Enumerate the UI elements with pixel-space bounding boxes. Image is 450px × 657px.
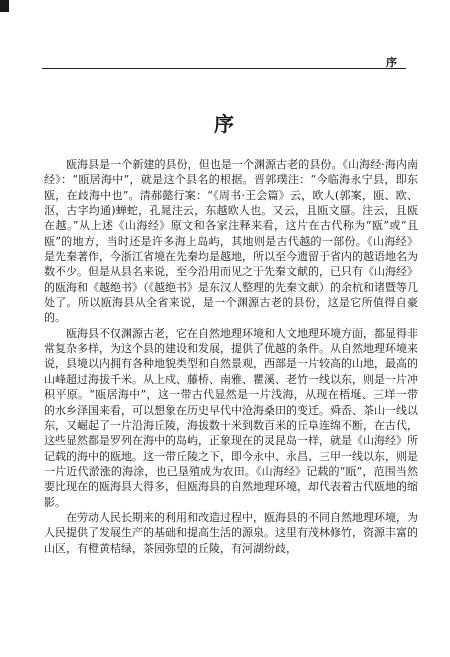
preface-title: 序 — [214, 112, 236, 136]
header-rule — [42, 68, 406, 69]
preface-body — [44, 157, 418, 556]
paragraph-1: 瓯海县是一个新建的县份，但也是一个渊源古老的县份。《山海经·海内南经》：“瓯居海中”，就是这个县名的根据。晋郭璞注：“今临海永宁县，即东瓯，在歧海中也”。清郝懿行案：“《周书·王会篇》云，欧人(郭案，瓯、欧、沤，古字均通)蝉蛇，孔晁注云，东越欧人也。又云，且瓯文蜃。注云，且瓯在越。”从上述《山海经》原文和各家注释来看，这片在古代称为“瓯”或“且瓯”的地方，当时还是许多海上岛屿，其地则是古代越的一部份。《山海经》是先秦著作，今浙江省境在先秦均是越地，所以至今遗留于省内的越语地名为数不少。但是从县名来说，至今沿用而见之于先秦文献的，已只有《山海经》的瓯海和《越绝书》（《越绝书》是东汉人整理的先秦文献）的余杭和诸暨等几处了。所以瓯海县从全省来说，是一个渊源古老的县份，这是它所值得自豪的。 — [44, 158, 418, 325]
paragraph-3: 在劳动人民长期来的利用和改造过程中，瓯海县的不同自然地理环境，为人民提供了发展生产的基础和提高生活的源泉。这里有茂林修竹，资源丰富的山区，有橙黄桔绿，茶园弥望的丘陵，有河湖纷歧， — [44, 510, 418, 555]
paragraph-2: 瓯海县不仅渊源古老，它在自然地理环境和人文地理环境方面，都显得非常复杂多样，为这个县的建设和发展，提供了优越的条件。从自然地理环境来说，县境以内拥有各种地貌类型和自然景观，西部是一片较高的山地，最高的山峰超过海拔千米。从上戍、藤桥、南雅、瞿溪、老竹一线以东，则是一片冲积平原。“瓯居海中”，这一带古代显然是一片浅海，从现在梧埏、三垟一带的水乡泽国来看，可以想象在历史早代中沧海桑田的变迁。舜岙、茶山一线以东，又崛起了一片沿海丘陵，海拔数十米到数百米的丘阜连绵不断，在古代，这些显然都是罗列在海中的岛屿，正象现在的灵昆岛一样，就是《山海经》所记载的海中的瓯地。这一带丘陵之下，即今永中、永昌、三甲一线以东，则是一片近代淤涨的海涂，也已垦殖成为农田。《山海经》记载的“瓯”，范围当然要比现在的瓯海县大得多，但瓯海县的自然地理环境，却代表着古代瓯地的缩影。 — [44, 326, 418, 509]
running-header: 序 — [386, 56, 398, 69]
